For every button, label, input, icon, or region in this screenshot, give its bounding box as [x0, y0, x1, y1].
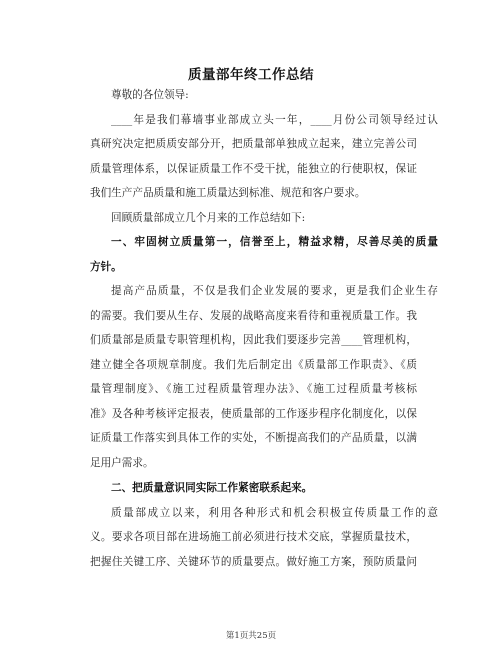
paragraph-line: 回顾质量部成立几个月来的工作总结如下: — [111, 212, 306, 224]
paragraph-line: 们质量部是质量专职管理机构，因此我们要逐步完善____管理机构， — [90, 334, 417, 346]
paragraph-line: 证质量工作落实到具体工作的实处，不断提高我们的产品质量，以满 — [90, 432, 417, 444]
paragraph-line: 义。要求各项目部在进场施工前必须进行技术交底，掌握质量技术， — [90, 531, 417, 543]
paragraph-line: 建立健全各项规章制度。我们先后制定出《质量部工作职责》、《质 — [90, 359, 417, 371]
paragraph-line: 的需要。我们要从生存、发展的战略高度来看待和重视质量工作。我 — [90, 310, 417, 322]
paragraph-line: 质量管理体系，以保证质量工作不受干扰，能独立的行使职权，保证 — [90, 163, 417, 175]
page-number-footer: 第1页共25页 — [225, 631, 277, 641]
paragraph-line: 准》及各种考核评定报表，使质量部的工作逐步程序化制度化，以保 — [90, 408, 417, 420]
paragraph-line: 真研究决定把质质安部分开，把质量部单独成立起来，建立完善公司 — [90, 138, 417, 150]
section-heading-2: 二、把质量意识同实际工作紧密联系起来。 — [111, 482, 313, 494]
paragraph-line: 提高产品质量，不仅是我们企业发展的要求，更是我们企业生存 — [111, 285, 438, 297]
document-title: 质量部年终工作总结 — [188, 67, 314, 83]
paragraph-line: 我们生产产品质量和施工质量达到标准、规范和客户要求。 — [90, 187, 366, 199]
section-heading-1-continued: 方针。 — [90, 261, 122, 273]
section-heading-1: 一、牢固树立质量第一，信誉至上，精益求精，尽善尽美的质量 — [111, 236, 438, 248]
salutation-line: 尊敬的各位领导: — [111, 89, 189, 101]
paragraph-line: 足用户需求。 — [90, 457, 154, 469]
paragraph-line: 把握住关键工序、关键环节的质量要点。做好施工方案，预防质量问 — [90, 556, 417, 568]
paragraph-line: ____年是我们幕墙事业部成立头一年，____月份公司领导经过认 — [111, 114, 438, 126]
paragraph-line: 量管理制度》、《施工过程质量管理办法》、《施工过程质量考核标 — [90, 383, 417, 395]
paragraph-line: 质量部成立以来，利用各种形式和机会积极宣传质量工作的意 — [111, 507, 438, 519]
